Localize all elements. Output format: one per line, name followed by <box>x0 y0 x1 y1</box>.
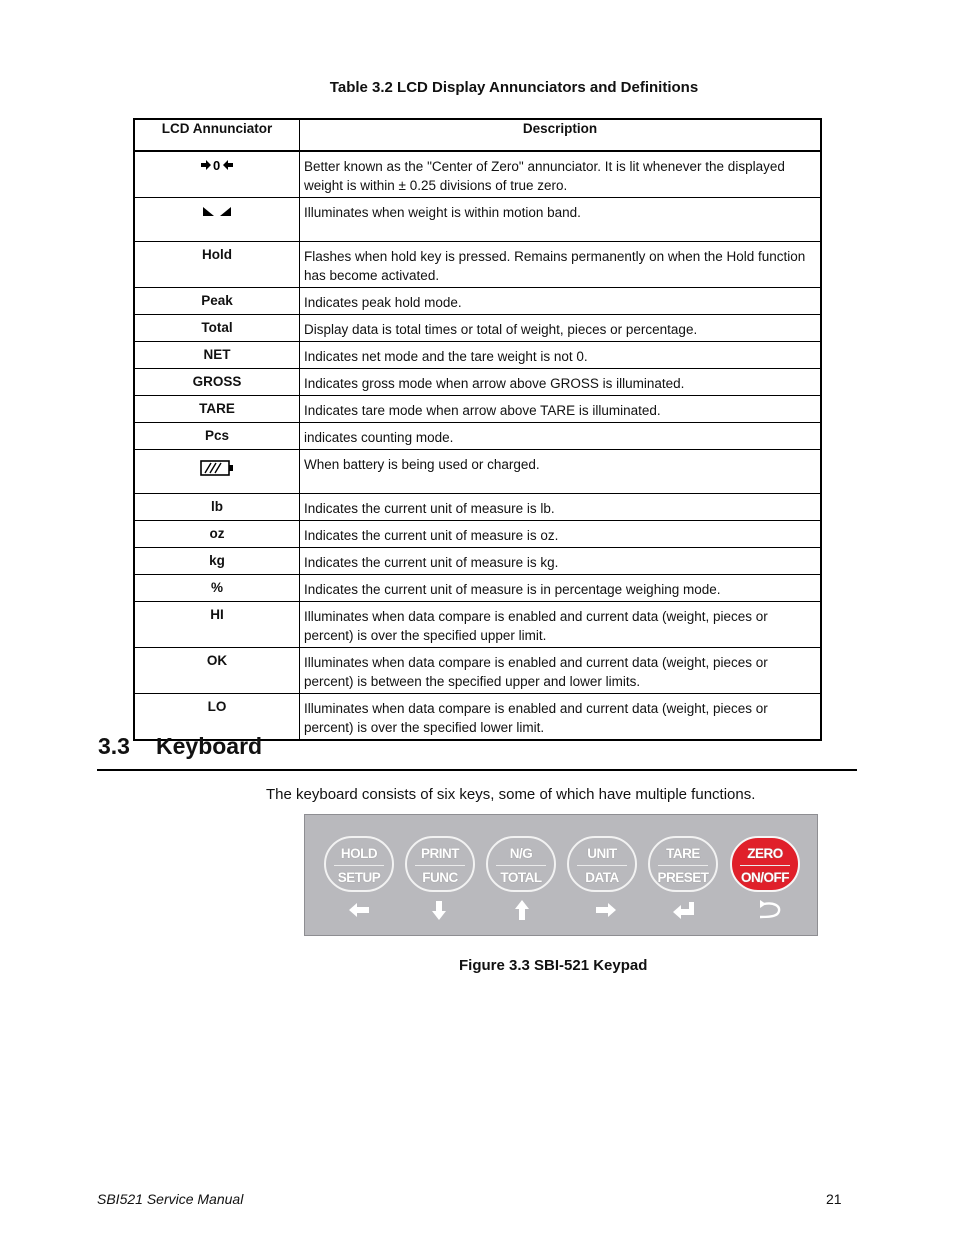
key-bottom-label: TOTAL <box>500 870 542 885</box>
keypad-figure <box>304 814 818 936</box>
description-cell: Indicates peak hold mode. <box>300 288 822 315</box>
description-cell: Indicates the current unit of measure is in percentage weighing mode. <box>300 575 822 602</box>
annunciator-cell: Total <box>134 315 300 342</box>
table-row <box>134 369 821 396</box>
footer-page-number: 21 <box>826 1191 842 1207</box>
table-row <box>134 288 821 315</box>
table-row <box>134 521 821 548</box>
key-divider <box>415 865 465 866</box>
section-rule <box>97 769 857 771</box>
description-cell: Illuminates when data compare is enabled and current data (weight, pieces or percent) is over the specified lower limit. <box>300 694 822 741</box>
annunciator-table <box>133 118 822 741</box>
annunciator-cell: TARE <box>134 396 300 423</box>
svg-text:0: 0 <box>213 158 221 173</box>
center-of-zero-icon <box>200 158 234 172</box>
description-cell: Display data is total times or total of weight, pieces or percentage. <box>300 315 822 342</box>
tare-preset-key[interactable] <box>648 836 718 892</box>
annunciator-cell: Hold <box>134 242 300 288</box>
table-row <box>134 494 821 521</box>
annunciator-cell: lb <box>134 494 300 521</box>
table-row <box>134 396 821 423</box>
unit-data-key[interactable] <box>567 836 637 892</box>
print-func-key[interactable] <box>405 836 475 892</box>
key-bottom-label: PRESET <box>657 870 709 885</box>
table-row <box>134 198 821 242</box>
table-row <box>134 602 821 648</box>
section-intro: The keyboard consists of six keys, some of which have multiple functions. <box>266 786 756 803</box>
footer-manual-title: SBI521 Service Manual <box>97 1191 244 1207</box>
figure-caption: Figure 3.3 SBI-521 Keypad <box>459 957 648 974</box>
ng-total-key[interactable] <box>486 836 556 892</box>
description-cell: When battery is being used or charged. <box>300 450 822 494</box>
description-cell: Illuminates when data compare is enabled and current data (weight, pieces or percent) is over the specified upper limit. <box>300 602 822 648</box>
description-cell: Indicates gross mode when arrow above GROSS is illuminated. <box>300 369 822 396</box>
up-arrow-icon <box>507 899 537 921</box>
hold-setup-key[interactable] <box>324 836 394 892</box>
key-top-label: UNIT <box>587 846 617 861</box>
key-top-label: ZERO <box>747 846 783 861</box>
table-row <box>134 575 821 602</box>
description-cell: Indicates net mode and the tare weight is not 0. <box>300 342 822 369</box>
table-caption: Table 3.2 LCD Display Annunciators and Definitions <box>329 79 699 96</box>
description-cell: Illuminates when weight is within motion band. <box>300 198 822 242</box>
key-top-label: HOLD <box>340 846 378 861</box>
down-arrow-icon <box>424 899 454 921</box>
table-row <box>134 151 821 198</box>
description-cell: Illuminates when data compare is enabled and current data (weight, pieces or percent) is between the specified upper and lower limits. <box>300 648 822 694</box>
motion-icon <box>201 204 233 218</box>
annunciator-cell: % <box>134 575 300 602</box>
key-bottom-label: DATA <box>585 870 619 885</box>
key-top-label: N/G <box>509 846 533 861</box>
table-row <box>134 648 821 694</box>
description-cell: Flashes when hold key is pressed. Remains permanently on when the Hold function has become activated. <box>300 242 822 288</box>
description-cell: Better known as the "Center of Zero" annunciator. It is lit whenever the displayed weight is within ± 0.25 divisions of true zero. <box>300 151 822 198</box>
key-divider <box>334 865 384 866</box>
annunciator-cell <box>134 198 300 242</box>
description-cell: Indicates the current unit of measure is lb. <box>300 494 822 521</box>
table-header-row <box>134 119 821 151</box>
description-cell: Indicates the current unit of measure is kg. <box>300 548 822 575</box>
annunciator-cell: OK <box>134 648 300 694</box>
annunciator-cell: HI <box>134 602 300 648</box>
description-cell: indicates counting mode. <box>300 423 822 450</box>
table-row <box>134 450 821 494</box>
column-header-description: Description <box>300 119 822 151</box>
table-row <box>134 548 821 575</box>
key-divider <box>496 865 546 866</box>
section-heading <box>98 733 262 760</box>
column-header-annunciator: LCD Annunciator <box>134 119 300 151</box>
description-cell: Indicates tare mode when arrow above TARE is illuminated. <box>300 396 822 423</box>
left-arrow-icon <box>345 899 375 921</box>
key-divider <box>577 865 627 866</box>
key-top-label: PRINT <box>421 846 459 861</box>
table-row <box>134 315 821 342</box>
annunciator-cell: LO <box>134 694 300 741</box>
key-divider <box>658 865 708 866</box>
enter-arrow-icon <box>669 899 699 921</box>
description-cell: Indicates the current unit of measure is oz. <box>300 521 822 548</box>
annunciator-cell: Pcs <box>134 423 300 450</box>
table-row <box>134 242 821 288</box>
table-row <box>134 342 821 369</box>
key-top-label: TARE <box>666 846 700 861</box>
section-number: 3.3 <box>98 733 130 759</box>
return-arrow-icon <box>754 899 784 921</box>
key-bottom-label: SETUP <box>337 870 381 885</box>
section-title: Keyboard <box>156 733 263 759</box>
annunciator-cell: oz <box>134 521 300 548</box>
right-arrow-icon <box>590 899 620 921</box>
key-bottom-label: ON/OFF <box>741 870 789 885</box>
annunciator-cell: Peak <box>134 288 300 315</box>
annunciator-cell: GROSS <box>134 369 300 396</box>
key-bottom-label: FUNC <box>422 870 458 885</box>
zero-onoff-key[interactable] <box>730 836 800 892</box>
table-row <box>134 423 821 450</box>
battery-icon <box>199 459 235 477</box>
annunciator-cell <box>134 151 300 198</box>
key-divider <box>740 865 790 866</box>
annunciator-cell: NET <box>134 342 300 369</box>
annunciator-cell: kg <box>134 548 300 575</box>
annunciator-cell <box>134 450 300 494</box>
